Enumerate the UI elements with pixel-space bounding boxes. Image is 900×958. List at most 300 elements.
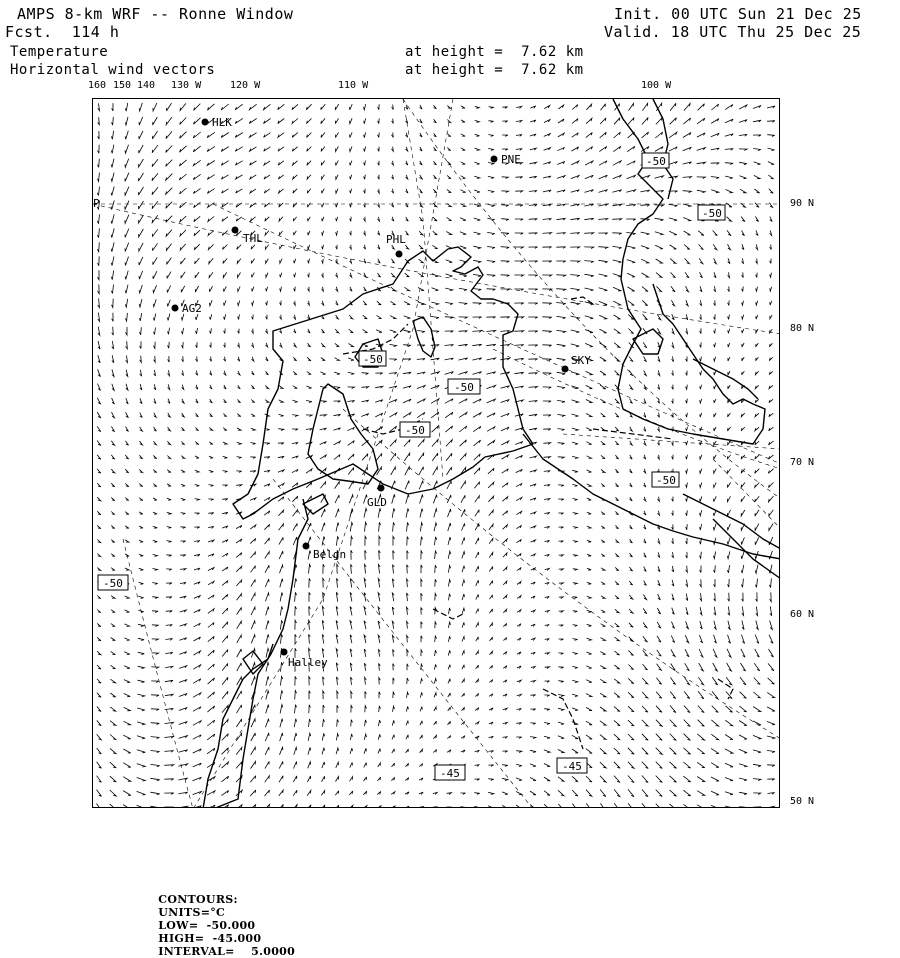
wind-vector [433, 750, 436, 753]
wind-vector [266, 705, 269, 714]
wind-vector [642, 734, 648, 740]
wind-vector [407, 522, 409, 531]
wind-vector [153, 554, 158, 556]
wind-vector [642, 762, 648, 769]
wind-vector [193, 806, 202, 808]
wind-vector [558, 777, 564, 782]
wind-vector [433, 467, 438, 475]
wind-vector [336, 161, 339, 166]
wind-vector [434, 119, 437, 123]
wind-vector [572, 653, 577, 655]
wind-vector [306, 104, 311, 110]
svg-text:-45: -45 [562, 760, 582, 773]
wind-vector [641, 246, 649, 249]
wind-vector [514, 303, 523, 305]
wind-vector [378, 621, 380, 629]
wind-vector [544, 723, 550, 725]
wind-vector [670, 762, 677, 768]
wind-vector [516, 511, 521, 514]
wind-vector [112, 103, 113, 111]
wind-vector [238, 315, 240, 320]
wind-vector [544, 750, 550, 753]
wind-vector [600, 371, 606, 375]
wind-vector [515, 455, 522, 458]
wind-vector [419, 807, 423, 809]
wind-vector [461, 134, 465, 136]
wind-vector [558, 119, 564, 123]
wind-vector [714, 357, 716, 361]
wind-vector [167, 272, 171, 279]
wind-vector [657, 622, 661, 628]
wind-vector [365, 564, 367, 573]
wind-vector [487, 275, 496, 277]
wind-vector [615, 637, 620, 641]
wind-vector [364, 231, 366, 235]
wind-vector [364, 607, 366, 616]
wind-vector [392, 621, 394, 629]
wind-vector [685, 272, 689, 278]
wind-vector [336, 175, 338, 180]
wind-vector [181, 513, 186, 515]
wind-vector [235, 118, 243, 123]
wind-vector [208, 499, 213, 501]
wind-vector [628, 118, 634, 125]
wind-vector [642, 273, 649, 277]
wind-vector [153, 569, 158, 571]
wind-vector [629, 595, 633, 599]
wind-vector [207, 706, 214, 712]
wind-vector [124, 707, 131, 710]
wind-vector [207, 748, 215, 754]
lon-label: 120 W [230, 80, 261, 91]
wind-vector [307, 790, 311, 795]
wind-vector [278, 470, 284, 472]
wind-vector [223, 259, 227, 264]
wind-vector [237, 428, 241, 430]
wind-vector [97, 693, 101, 698]
wind-vector [139, 145, 143, 153]
wind-vector [236, 733, 241, 741]
wind-vector [350, 273, 352, 277]
wind-vector [489, 722, 493, 724]
wind-vector [350, 734, 352, 740]
wind-vector [110, 790, 116, 796]
wind-vector [378, 720, 380, 726]
wind-vector [350, 118, 353, 123]
wind-vector [486, 317, 495, 319]
wind-vector [179, 736, 188, 739]
wind-vector [125, 187, 129, 196]
wind-vector [742, 607, 744, 616]
wind-vector [250, 189, 256, 193]
wind-vector [210, 413, 213, 416]
wind-vector [350, 161, 352, 166]
wind-vector [364, 593, 366, 602]
wind-vector [570, 247, 579, 249]
wind-vector [700, 566, 701, 573]
wind-vector [530, 526, 535, 528]
wind-vector [683, 118, 690, 124]
wind-vector [403, 372, 411, 374]
wind-vector [770, 606, 772, 615]
wind-vector [644, 567, 647, 572]
wind-vector [686, 371, 688, 376]
wind-vector [392, 203, 394, 207]
wind-vector [686, 607, 688, 614]
wind-vector [741, 427, 745, 431]
wind-vector [502, 765, 508, 767]
wind-vector [322, 748, 325, 755]
wind-vector [584, 233, 593, 235]
wind-vector [364, 579, 366, 588]
wind-vector [474, 440, 481, 446]
wind-vector [309, 634, 311, 643]
wind-vector [572, 456, 578, 458]
wind-vector [294, 315, 296, 319]
wind-vector [500, 317, 509, 319]
wind-vector [697, 777, 705, 782]
wind-vector [222, 636, 228, 643]
wind-vector [294, 719, 296, 727]
wind-vector [308, 733, 311, 741]
wind-vector [472, 344, 481, 346]
wind-vector [280, 343, 282, 347]
wind-vector [309, 705, 311, 713]
wind-vector [613, 161, 621, 166]
wind-vector [390, 344, 397, 346]
wind-vector [700, 328, 701, 333]
wind-vector [152, 145, 158, 153]
wind-vector [151, 709, 159, 711]
wind-vector [628, 329, 633, 334]
wind-vector [279, 231, 282, 235]
wind-vector [167, 300, 170, 307]
wind-vector [221, 147, 229, 152]
wind-vector [601, 455, 605, 458]
wind-vector [364, 203, 365, 208]
wind-vector [462, 552, 465, 559]
wind-vector [250, 203, 256, 207]
wind-vector [179, 694, 187, 697]
wind-vector [700, 371, 702, 376]
wind-vector [753, 135, 761, 137]
wind-vector [601, 554, 605, 556]
wind-vector [111, 596, 115, 599]
wind-vector [726, 203, 732, 207]
wind-vector [418, 439, 424, 446]
wind-vector [544, 105, 549, 108]
wind-vector [111, 173, 114, 182]
wind-vector [474, 779, 479, 781]
wind-vector [545, 639, 550, 641]
wind-vector [140, 427, 143, 431]
wind-vector [461, 176, 466, 179]
wind-vector [700, 399, 702, 403]
wind-vector [742, 315, 744, 319]
wind-vector [406, 749, 409, 753]
wind-vector [542, 345, 551, 347]
wind-vector [643, 636, 647, 641]
wind-vector [306, 469, 312, 473]
wind-vector [587, 596, 591, 598]
wind-vector [727, 538, 730, 545]
wind-vector [658, 497, 660, 502]
wind-vector [195, 499, 200, 501]
wind-vector [138, 666, 145, 668]
wind-vector [530, 106, 535, 108]
wind-vector [389, 399, 397, 402]
wind-vector [125, 201, 129, 210]
wind-vector [742, 258, 744, 263]
wind-vector [207, 805, 215, 808]
wind-vector [755, 635, 759, 644]
wind-vector [153, 512, 157, 514]
wind-vector [642, 706, 648, 712]
wind-vector [586, 803, 591, 808]
wind-vector [238, 287, 241, 292]
wind-vector [700, 607, 702, 615]
wind-vector [643, 650, 648, 656]
wind-vector [728, 607, 730, 616]
wind-vector [168, 427, 171, 431]
wind-vector [557, 218, 566, 220]
wind-vector [503, 525, 508, 530]
wind-vector [698, 691, 704, 698]
wind-vector [559, 527, 564, 529]
wind-vector [123, 763, 131, 767]
wind-vector [460, 440, 467, 446]
wind-vector [97, 412, 101, 418]
wind-vector [725, 149, 733, 151]
wind-vector [179, 638, 186, 640]
wind-vector [97, 707, 101, 712]
wind-vector [655, 147, 663, 152]
wind-vector [769, 399, 773, 402]
wind-vector [515, 247, 524, 249]
wind-vector [601, 638, 606, 641]
wind-vector [378, 175, 380, 180]
wind-vector [656, 678, 661, 685]
wind-vector [265, 579, 269, 587]
wind-vector [475, 120, 480, 122]
wind-vector [501, 441, 508, 445]
wind-vector [112, 384, 114, 391]
wind-vector [393, 551, 395, 560]
wind-vector [181, 258, 186, 264]
wind-vector [181, 484, 185, 486]
wind-vector [280, 620, 282, 629]
wind-vector [153, 470, 157, 473]
wind-vector [474, 162, 479, 164]
wind-vector [529, 387, 538, 389]
wind-vector [433, 217, 437, 221]
wind-vector [125, 610, 130, 612]
wind-vector [193, 707, 201, 712]
wind-vector [770, 343, 773, 347]
wind-vector [125, 257, 129, 266]
wind-vector [292, 133, 298, 138]
wind-vector [97, 214, 99, 223]
wind-vector [741, 579, 743, 588]
wind-vector [236, 539, 242, 543]
wind-vector [236, 485, 242, 487]
wind-vector [364, 189, 366, 194]
wind-vector [252, 385, 255, 388]
wind-vector [503, 694, 507, 696]
wind-vector [459, 412, 467, 417]
wind-vector [320, 428, 327, 430]
wind-vector [138, 638, 144, 640]
wind-vector [335, 805, 339, 808]
wind-vector [614, 132, 621, 138]
wind-vector [392, 119, 394, 124]
wind-vector [445, 426, 452, 432]
wind-vector [614, 720, 620, 725]
wind-vector [669, 132, 677, 138]
wind-vector [502, 751, 507, 753]
wind-vector [614, 118, 620, 125]
wind-vector [517, 680, 521, 682]
wind-vector [334, 372, 340, 374]
wind-vector [684, 720, 691, 727]
wind-vector [756, 606, 758, 615]
wind-vector [656, 692, 662, 699]
wind-vector [97, 469, 101, 473]
wind-vector [459, 274, 467, 277]
wind-vector [629, 651, 634, 656]
wind-vector [407, 664, 408, 670]
wind-vector [194, 568, 200, 570]
wind-vector [180, 230, 186, 236]
wind-vector [308, 329, 311, 333]
wind-vector [530, 484, 536, 486]
wind-vector [742, 301, 744, 306]
wind-vector [98, 313, 100, 322]
wind-vector [448, 650, 450, 655]
wind-vector [434, 523, 437, 531]
wind-vector [613, 287, 621, 291]
wind-vector [208, 609, 214, 614]
wind-vector [713, 552, 715, 559]
wind-vector [281, 662, 283, 671]
wind-vector [644, 581, 647, 586]
wind-vector [336, 245, 338, 249]
wind-vector [600, 776, 606, 782]
wind-vector [393, 692, 395, 698]
wind-vector [572, 666, 577, 668]
wind-vector [739, 792, 747, 794]
wind-vector [350, 203, 352, 208]
wind-vector [196, 371, 198, 376]
wind-vector [389, 413, 396, 417]
wind-vector [488, 468, 494, 474]
wind-vector [516, 805, 522, 808]
wind-vector [293, 386, 298, 389]
wind-vector [295, 592, 297, 601]
wind-vector [559, 597, 563, 599]
wind-vector [393, 664, 395, 671]
wind-vector [545, 568, 550, 570]
wind-vector [179, 708, 187, 711]
wind-vector [154, 328, 156, 335]
wind-vector [264, 497, 270, 500]
wind-vector [489, 694, 493, 697]
wind-vector [727, 524, 730, 530]
wind-vector [462, 679, 465, 683]
wind-vector [741, 413, 744, 417]
svg-text:-50: -50 [363, 353, 383, 366]
wind-vector [238, 301, 240, 306]
wind-vector [769, 496, 774, 502]
wind-vector [628, 301, 634, 306]
wind-vector [447, 134, 451, 137]
wind-vector [447, 106, 450, 109]
wind-vector [545, 667, 550, 669]
wind-vector [517, 610, 521, 613]
wind-vector [584, 261, 593, 263]
wind-vector [208, 217, 214, 222]
wind-vector [742, 287, 744, 292]
wind-vector [486, 358, 495, 360]
wind-vector [658, 594, 661, 600]
wind-vector [614, 651, 619, 655]
wind-vector [112, 341, 114, 349]
wind-vector [194, 541, 200, 543]
wind-vector [586, 749, 592, 754]
wind-vector [544, 777, 550, 781]
wind-vector [433, 189, 437, 193]
lat-label: 90 N [790, 198, 815, 209]
wind-vector [656, 762, 663, 769]
wind-vector [182, 370, 184, 375]
wind-vector [279, 524, 284, 530]
wind-vector [139, 498, 143, 501]
wind-vector [347, 414, 354, 416]
wind-vector [725, 134, 733, 136]
wind-vector [627, 260, 635, 263]
wind-vector [140, 398, 142, 403]
wind-vector [236, 566, 241, 571]
wind-vector [168, 370, 170, 376]
wind-vector [308, 203, 311, 207]
wind-vector [378, 749, 380, 754]
wind-vector [671, 300, 674, 306]
wind-vector [769, 357, 772, 360]
wind-vector [406, 508, 409, 517]
station-dot-hlk [202, 119, 209, 126]
wind-vector [697, 748, 704, 754]
wind-vector [165, 694, 173, 696]
wind-vector [153, 299, 156, 306]
wind-vector [556, 275, 565, 277]
wind-vector [111, 526, 115, 529]
wind-vector [683, 790, 690, 796]
wind-vector [308, 301, 310, 305]
wind-vector [447, 467, 452, 475]
wind-vector [714, 469, 717, 474]
wind-vector [671, 664, 676, 671]
wind-vector [728, 427, 731, 431]
station-label: PHL [386, 233, 406, 246]
wind-vector [364, 508, 367, 517]
wind-vector [337, 691, 339, 699]
wind-vector [544, 736, 550, 738]
wind-vector [727, 217, 732, 222]
wind-vector [741, 217, 745, 222]
wind-vector [515, 428, 523, 431]
wind-vector [571, 344, 579, 347]
wind-vector [570, 288, 579, 290]
